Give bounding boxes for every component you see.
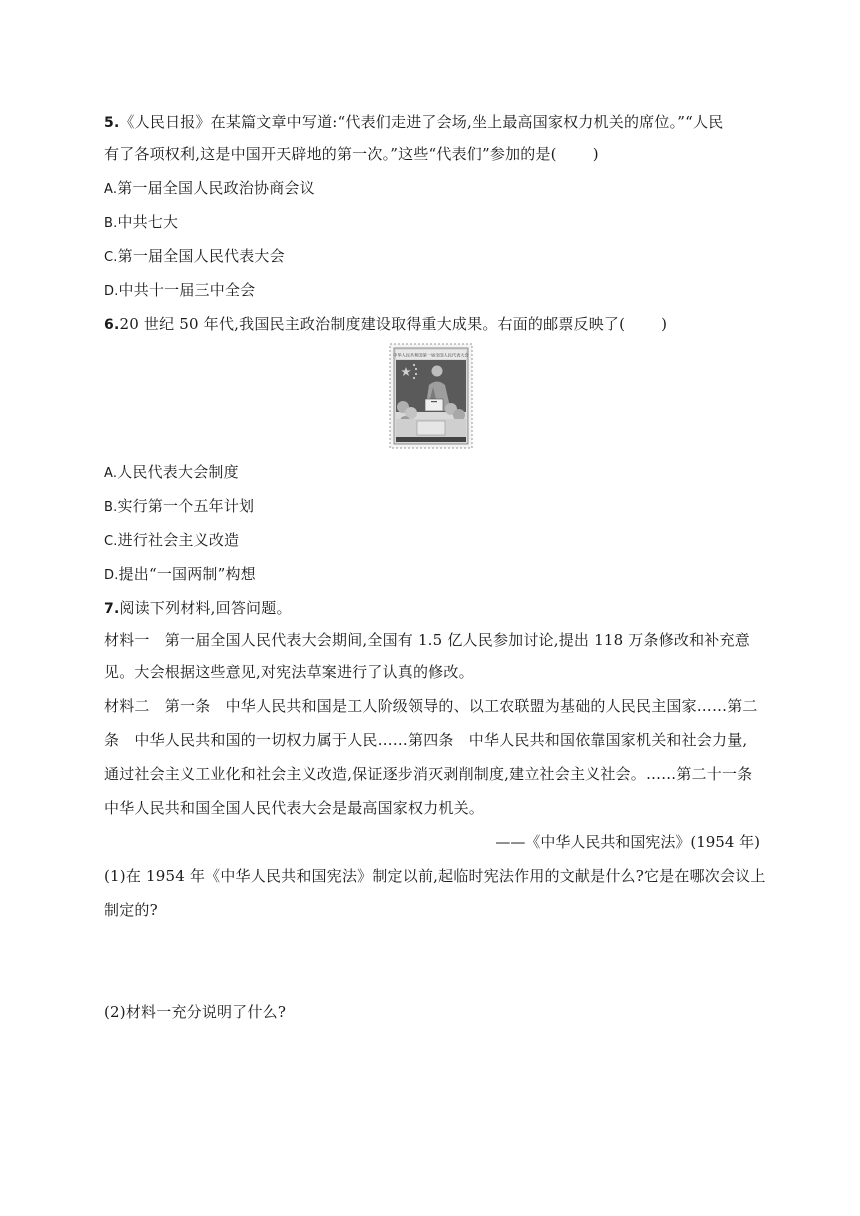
q7-number: 7. — [104, 601, 120, 617]
option-letter: D. — [104, 284, 119, 299]
option-text: 中共七大 — [117, 213, 179, 231]
option-letter: B. — [104, 500, 118, 515]
q5-option-d — [104, 280, 760, 302]
q6-stem-text: 20 世纪 50 年代,我国民主政治制度建设取得重大成果。右面的邮票反映了( — [119, 315, 626, 333]
q5-option-a — [104, 178, 760, 200]
q7-material2-line3: 通过社会主义工业化和社会主义改造,保证逐步消灭剥削制度,建立社会主义社会。……第二十一条 — [104, 765, 753, 783]
q7-stem-text: 阅读下列材料,回答问题。 — [119, 599, 292, 617]
stamp-header-text: 中华人民共和国第一届全国人民代表大会 — [393, 352, 469, 358]
q6-number: 6. — [104, 317, 120, 333]
q5-stem-line2 — [104, 144, 760, 164]
option-letter: D. — [104, 568, 119, 583]
q5-option-b — [104, 212, 760, 234]
option-text: 第一届全国人民代表大会 — [117, 247, 285, 265]
option-text: 人民代表大会制度 — [117, 463, 239, 481]
option-letter: B. — [104, 216, 118, 231]
q5-number: 5. — [104, 115, 120, 131]
option-text: 进行社会主义改造 — [117, 531, 240, 549]
q7-sub1-line2: 制定的? — [104, 901, 158, 919]
option-text: 第一届全国人民政治协商会议 — [117, 179, 315, 197]
option-text: 提出“一国两制”构想 — [118, 565, 256, 583]
q7-source-citation: ——《中华人民共和国宪法》(1954 年) — [495, 833, 760, 851]
option-letter: A. — [104, 466, 118, 481]
q6-option-c — [104, 530, 760, 552]
q7-material2-line1: 材料二 第一条 中华人民共和国是工人阶级领导的、以工农联盟为基础的人民民主国家……第二 — [104, 697, 758, 715]
q7-material1-line1: 材料一 第一届全国人民代表大会期间,全国有 1.5 亿人民参加讨论,提出 118 万条修改和补充意 — [104, 631, 750, 649]
q7-material2-line2: 条 中华人民共和国的一切权力属于人民……第四条 中华人民共和国依靠国家机关和社会力量, — [104, 731, 748, 749]
q7-material1-line2: 见。大会根据这些意见,对宪法草案进行了认真的修改。 — [104, 663, 474, 681]
q6-option-d — [104, 564, 760, 586]
option-letter: A. — [104, 182, 118, 197]
stamp-image — [389, 343, 473, 449]
q7-sub1-line1: (1)在 1954 年《中华人民共和国宪法》制定以前,起临时宪法作用的文献是什么?它是在哪次会议上 — [104, 867, 766, 885]
q6-option-a — [104, 462, 760, 484]
q6-option-b — [104, 496, 760, 518]
option-text: 中共十一届三中全会 — [118, 281, 256, 299]
q5-close-paren: ) — [592, 145, 599, 163]
q7-material2-line4: 中华人民共和国全国人民代表大会是最高国家权力机关。 — [104, 799, 485, 817]
option-letter: C. — [104, 534, 118, 549]
q7-sub2: (2)材料一充分说明了什么? — [104, 1003, 287, 1021]
option-letter: C. — [104, 250, 118, 265]
q5-option-c — [104, 246, 760, 268]
option-text: 实行第一个五年计划 — [117, 497, 255, 515]
q5-stem-text1: 《人民日报》在某篇文章中写道:“代表们走进了会场,坐上最高国家权力机关的席位。”“人民 — [119, 113, 724, 131]
q6-close-paren: ) — [661, 315, 668, 333]
q5-stem-text2: 有了各项权利,这是中国开天辟地的第一次。”这些“代表们”参加的是( — [104, 145, 557, 163]
q5-stem-line1 — [104, 112, 760, 133]
q7-stem — [104, 598, 760, 619]
q6-stem — [104, 314, 760, 335]
stamp-illustration — [389, 343, 473, 449]
